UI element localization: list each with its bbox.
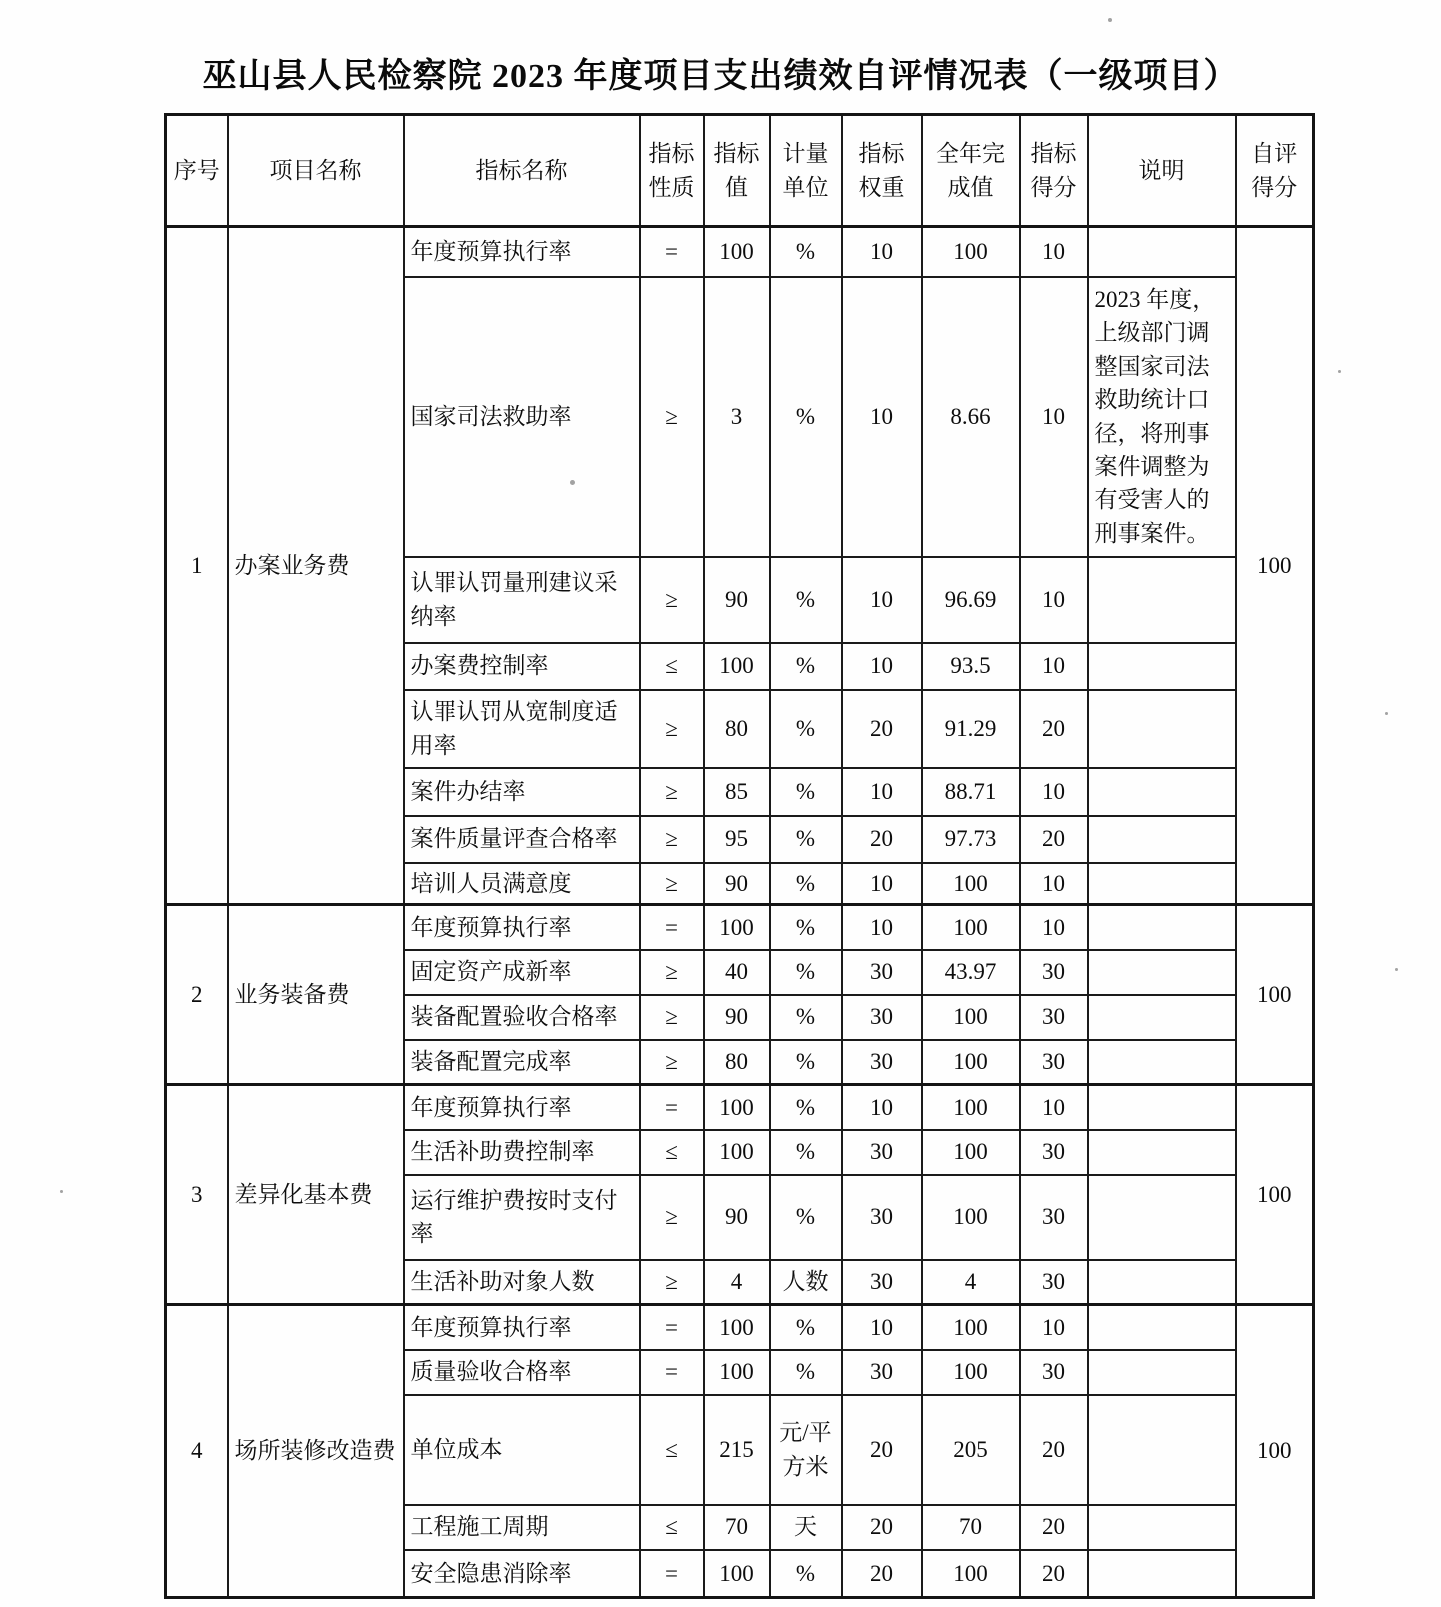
cell-indicator-nature: ≤: [640, 643, 704, 690]
cell-weight: 30: [842, 1350, 922, 1395]
scan-speckle: [60, 1190, 63, 1193]
cell-indicator-name: 认罪认罚量刑建议采纳率: [404, 557, 640, 643]
cell-actual-value: 100: [922, 1350, 1020, 1395]
scan-speckle: [1395, 968, 1398, 971]
cell-indicator-nature: ≥: [640, 1040, 704, 1085]
cell-indicator-value: 4: [704, 1260, 770, 1305]
cell-weight: 10: [842, 1305, 922, 1350]
col-header-score: 指标得分: [1020, 115, 1088, 227]
cell-actual-value: 100: [922, 1040, 1020, 1085]
cell-score: 10: [1020, 863, 1088, 905]
cell-unit: %: [770, 1175, 842, 1260]
cell-actual-value: 100: [922, 1305, 1020, 1350]
cell-unit: %: [770, 643, 842, 690]
cell-actual-value: 100: [922, 227, 1020, 277]
cell-weight: 30: [842, 1175, 922, 1260]
cell-note: [1088, 1260, 1236, 1305]
cell-score: 10: [1020, 905, 1088, 950]
cell-note: [1088, 1395, 1236, 1505]
cell-weight: 10: [842, 905, 922, 950]
cell-weight: 20: [842, 1395, 922, 1505]
cell-score: 10: [1020, 1085, 1088, 1130]
cell-weight: 10: [842, 277, 922, 557]
cell-indicator-nature: ≥: [640, 1175, 704, 1260]
project-name: 差异化基本费: [228, 1085, 404, 1305]
cell-unit: 天: [770, 1505, 842, 1550]
cell-score: 30: [1020, 950, 1088, 995]
table-row: [166, 905, 1314, 950]
cell-weight: 30: [842, 1260, 922, 1305]
cell-indicator-value: 100: [704, 227, 770, 277]
cell-unit: %: [770, 227, 842, 277]
cell-score: 20: [1020, 690, 1088, 768]
cell-indicator-name: 办案费控制率: [404, 643, 640, 690]
scan-speckle: [570, 480, 575, 485]
cell-indicator-value: 90: [704, 995, 770, 1040]
cell-indicator-nature: ≥: [640, 768, 704, 816]
cell-note: [1088, 1085, 1236, 1130]
cell-actual-value: 100: [922, 905, 1020, 950]
project-name: 场所装修改造费: [228, 1305, 404, 1598]
cell-indicator-name: 工程施工周期: [404, 1505, 640, 1550]
cell-note: [1088, 1550, 1236, 1598]
cell-score: 30: [1020, 1350, 1088, 1395]
cell-indicator-name: 认罪认罚从宽制度适用率: [404, 690, 640, 768]
cell-note: [1088, 995, 1236, 1040]
cell-note: [1088, 863, 1236, 905]
cell-actual-value: 91.29: [922, 690, 1020, 768]
cell-indicator-value: 100: [704, 1130, 770, 1175]
cell-note: [1088, 1350, 1236, 1395]
cell-weight: 10: [842, 557, 922, 643]
scan-speckle: [1385, 712, 1388, 715]
table-row: [166, 1305, 1314, 1350]
cell-note: [1088, 950, 1236, 995]
cell-indicator-name: 生活补助对象人数: [404, 1260, 640, 1305]
serial-number: 3: [166, 1085, 228, 1305]
project-name: 办案业务费: [228, 227, 404, 905]
cell-indicator-value: 70: [704, 1505, 770, 1550]
cell-note: [1088, 816, 1236, 863]
cell-indicator-name: 装备配置完成率: [404, 1040, 640, 1085]
cell-indicator-name: 装备配置验收合格率: [404, 995, 640, 1040]
col-header-selfscore: 自评得分: [1236, 115, 1314, 227]
cell-unit: %: [770, 277, 842, 557]
cell-actual-value: 4: [922, 1260, 1020, 1305]
self-score: 100: [1236, 1305, 1314, 1598]
cell-note: [1088, 643, 1236, 690]
cell-unit: %: [770, 816, 842, 863]
cell-indicator-nature: ≤: [640, 1130, 704, 1175]
cell-indicator-nature: ≥: [640, 863, 704, 905]
cell-weight: 10: [842, 768, 922, 816]
col-header-indicator: 指标名称: [404, 115, 640, 227]
header-row: [166, 115, 1314, 227]
col-header-nature: 指标性质: [640, 115, 704, 227]
cell-score: 20: [1020, 816, 1088, 863]
cell-actual-value: 100: [922, 995, 1020, 1040]
cell-indicator-value: 100: [704, 1350, 770, 1395]
cell-indicator-nature: =: [640, 1550, 704, 1598]
performance-table: [164, 113, 1315, 1599]
cell-indicator-name: 年度预算执行率: [404, 1085, 640, 1130]
col-header-unit: 计量单位: [770, 115, 842, 227]
cell-score: 30: [1020, 1175, 1088, 1260]
cell-note: [1088, 1175, 1236, 1260]
cell-indicator-value: 215: [704, 1395, 770, 1505]
cell-unit: %: [770, 1085, 842, 1130]
cell-weight: 30: [842, 1040, 922, 1085]
cell-score: 20: [1020, 1505, 1088, 1550]
cell-unit: %: [770, 690, 842, 768]
cell-weight: 30: [842, 950, 922, 995]
cell-actual-value: 97.73: [922, 816, 1020, 863]
cell-note: [1088, 768, 1236, 816]
cell-indicator-nature: ≥: [640, 690, 704, 768]
cell-actual-value: 205: [922, 1395, 1020, 1505]
cell-score: 10: [1020, 227, 1088, 277]
cell-indicator-nature: ≥: [640, 816, 704, 863]
cell-weight: 10: [842, 643, 922, 690]
cell-score: 30: [1020, 1040, 1088, 1085]
cell-indicator-value: 100: [704, 1085, 770, 1130]
cell-indicator-value: 90: [704, 863, 770, 905]
cell-indicator-value: 100: [704, 1550, 770, 1598]
cell-score: 10: [1020, 768, 1088, 816]
cell-note: [1088, 1505, 1236, 1550]
cell-weight: 20: [842, 1505, 922, 1550]
cell-indicator-nature: ≤: [640, 1505, 704, 1550]
self-score: 100: [1236, 227, 1314, 905]
col-header-serial: 序号: [166, 115, 228, 227]
project-name: 业务装备费: [228, 905, 404, 1085]
cell-weight: 20: [842, 690, 922, 768]
cell-actual-value: 100: [922, 1550, 1020, 1598]
cell-weight: 10: [842, 227, 922, 277]
cell-score: 10: [1020, 557, 1088, 643]
cell-score: 20: [1020, 1395, 1088, 1505]
cell-indicator-name: 年度预算执行率: [404, 1305, 640, 1350]
cell-unit: 元/平方米: [770, 1395, 842, 1505]
page-title: 巫山县人民检察院 2023 年度项目支出绩效自评情况表（一级项目）: [202, 58, 1239, 95]
cell-indicator-nature: ≥: [640, 950, 704, 995]
col-header-weight: 指标权重: [842, 115, 922, 227]
cell-indicator-nature: =: [640, 1085, 704, 1130]
cell-indicator-value: 90: [704, 1175, 770, 1260]
self-score: 100: [1236, 1085, 1314, 1305]
col-header-project: 项目名称: [228, 115, 404, 227]
cell-unit: %: [770, 557, 842, 643]
cell-indicator-nature: =: [640, 1305, 704, 1350]
cell-indicator-name: 固定资产成新率: [404, 950, 640, 995]
cell-indicator-nature: ≥: [640, 557, 704, 643]
cell-indicator-value: 90: [704, 557, 770, 643]
cell-actual-value: 93.5: [922, 643, 1020, 690]
cell-indicator-nature: ≤: [640, 1395, 704, 1505]
cell-unit: %: [770, 1305, 842, 1350]
cell-actual-value: 100: [922, 1130, 1020, 1175]
cell-indicator-name: 培训人员满意度: [404, 863, 640, 905]
cell-score: 10: [1020, 277, 1088, 557]
cell-weight: 10: [842, 863, 922, 905]
cell-weight: 20: [842, 816, 922, 863]
cell-indicator-name: 国家司法救助率: [404, 277, 640, 557]
col-header-actual: 全年完成值: [922, 115, 1020, 227]
cell-actual-value: 43.97: [922, 950, 1020, 995]
cell-weight: 20: [842, 1550, 922, 1598]
cell-unit: %: [770, 863, 842, 905]
self-score: 100: [1236, 905, 1314, 1085]
cell-actual-value: 100: [922, 1175, 1020, 1260]
cell-score: 10: [1020, 1305, 1088, 1350]
cell-indicator-value: 100: [704, 643, 770, 690]
cell-score: 10: [1020, 643, 1088, 690]
cell-unit: %: [770, 768, 842, 816]
cell-indicator-value: 80: [704, 690, 770, 768]
cell-indicator-value: 40: [704, 950, 770, 995]
scan-speckle: [1338, 370, 1341, 373]
cell-unit: %: [770, 950, 842, 995]
serial-number: 2: [166, 905, 228, 1085]
cell-indicator-nature: =: [640, 227, 704, 277]
cell-indicator-name: 单位成本: [404, 1395, 640, 1505]
scan-speckle: [1108, 18, 1112, 22]
cell-indicator-value: 95: [704, 816, 770, 863]
cell-weight: 30: [842, 995, 922, 1040]
cell-actual-value: 88.71: [922, 768, 1020, 816]
cell-indicator-name: 年度预算执行率: [404, 227, 640, 277]
cell-indicator-value: 3: [704, 277, 770, 557]
table-row: [166, 1085, 1314, 1130]
cell-indicator-nature: =: [640, 1350, 704, 1395]
cell-unit: %: [770, 1130, 842, 1175]
cell-unit: %: [770, 1550, 842, 1598]
cell-indicator-nature: ≥: [640, 277, 704, 557]
cell-score: 30: [1020, 1130, 1088, 1175]
cell-indicator-nature: ≥: [640, 995, 704, 1040]
cell-indicator-name: 安全隐患消除率: [404, 1550, 640, 1598]
cell-indicator-name: 案件办结率: [404, 768, 640, 816]
cell-indicator-nature: ≥: [640, 1260, 704, 1305]
cell-indicator-name: 案件质量评查合格率: [404, 816, 640, 863]
cell-indicator-value: 80: [704, 1040, 770, 1085]
serial-number: 4: [166, 1305, 228, 1598]
cell-score: 30: [1020, 995, 1088, 1040]
serial-number: 1: [166, 227, 228, 905]
cell-weight: 10: [842, 1085, 922, 1130]
cell-score: 20: [1020, 1550, 1088, 1598]
cell-note: [1088, 905, 1236, 950]
col-header-note: 说明: [1088, 115, 1236, 227]
cell-indicator-name: 质量验收合格率: [404, 1350, 640, 1395]
cell-unit: 人数: [770, 1260, 842, 1305]
cell-actual-value: 96.69: [922, 557, 1020, 643]
cell-indicator-value: 85: [704, 768, 770, 816]
cell-note: 2023 年度，上级部门调整国家司法救助统计口径，将刑事案件调整为有受害人的刑事案件。: [1088, 277, 1236, 557]
cell-indicator-value: 100: [704, 1305, 770, 1350]
cell-unit: %: [770, 995, 842, 1040]
table-row: [166, 227, 1314, 277]
cell-unit: %: [770, 1350, 842, 1395]
cell-indicator-name: 运行维护费按时支付率: [404, 1175, 640, 1260]
cell-weight: 30: [842, 1130, 922, 1175]
cell-note: [1088, 557, 1236, 643]
cell-note: [1088, 1040, 1236, 1085]
cell-actual-value: 70: [922, 1505, 1020, 1550]
cell-actual-value: 100: [922, 1085, 1020, 1130]
cell-actual-value: 8.66: [922, 277, 1020, 557]
cell-indicator-name: 年度预算执行率: [404, 905, 640, 950]
cell-indicator-value: 100: [704, 905, 770, 950]
cell-indicator-name: 生活补助费控制率: [404, 1130, 640, 1175]
cell-note: [1088, 1305, 1236, 1350]
cell-note: [1088, 1130, 1236, 1175]
cell-score: 30: [1020, 1260, 1088, 1305]
cell-note: [1088, 690, 1236, 768]
cell-actual-value: 100: [922, 863, 1020, 905]
cell-note: [1088, 227, 1236, 277]
cell-unit: %: [770, 905, 842, 950]
col-header-target: 指标值: [704, 115, 770, 227]
cell-indicator-nature: =: [640, 905, 704, 950]
cell-unit: %: [770, 1040, 842, 1085]
